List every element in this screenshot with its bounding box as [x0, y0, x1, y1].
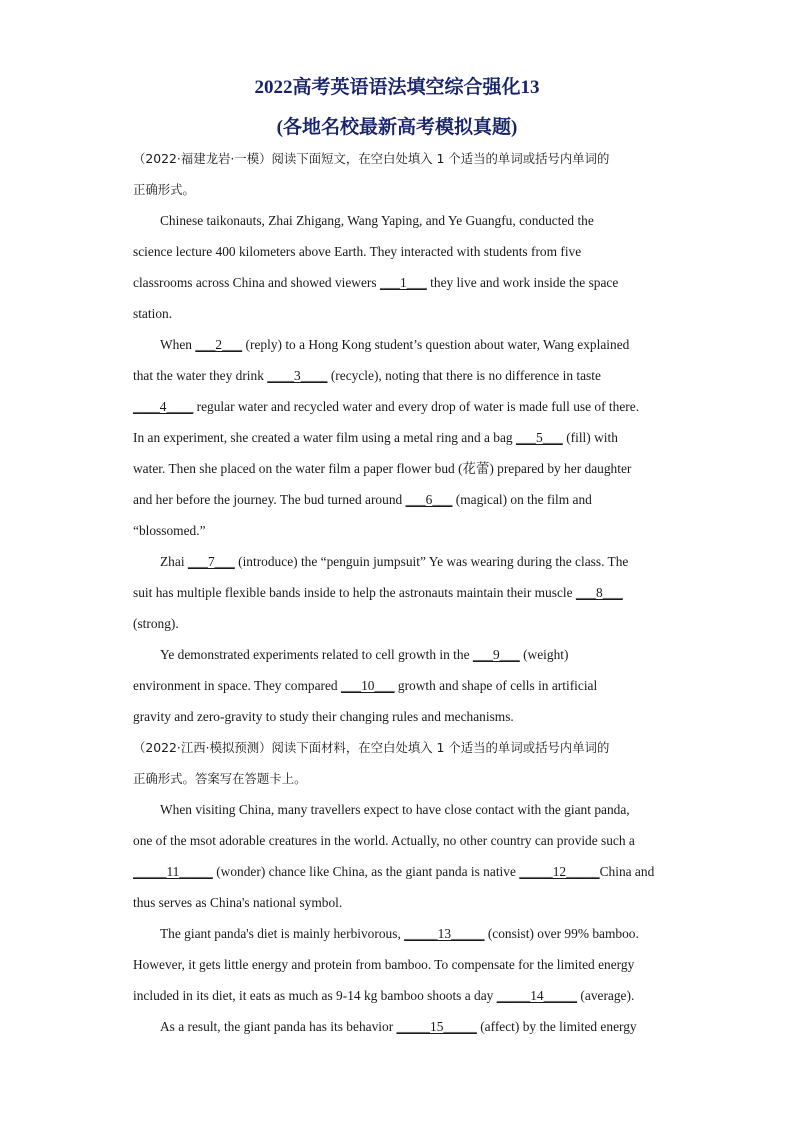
passage-line: thus serves as China's national symbol. [133, 895, 343, 910]
text-segment: In an experiment, she created a water film using a metal ring and a bag [133, 430, 516, 445]
passage-line [160, 552, 628, 572]
answer-blank: _____12_____ [519, 864, 600, 879]
text-segment: (wonder) chance like China, as the giant panda is native [212, 864, 520, 879]
text-segment: and her before the journey. The bud turned around [133, 492, 406, 507]
text-segment: included in its diet, it eats as much as 9-14 kg bamboo shoots a day [133, 988, 497, 1003]
text-segment: (average). [577, 988, 635, 1003]
passage-line: water. Then she placed on the water film a paper flower bud (花蕾) prepared by her daughter [133, 461, 632, 476]
answer-blank: ___9___ [472, 647, 520, 662]
text-segment: Ye demonstrated experiments related to cell growth in the [160, 647, 473, 662]
text-segment: (weight) [519, 647, 569, 662]
answer-blank: _____13_____ [404, 926, 485, 941]
text-segment: (affect) by the limited energy [476, 1019, 637, 1034]
text-segment: As a result, the giant panda has its behavior [160, 1019, 397, 1034]
answer-blank: _____14_____ [496, 988, 578, 1003]
answer-blank: ____3____ [267, 368, 328, 383]
passage-line [160, 335, 629, 355]
passage-line: “blossomed.” [133, 523, 206, 538]
instruction-line: （2022·江西·模拟预测）阅读下面材料，在空白处填入 1 个适当的单词或括号内单词的 [133, 740, 610, 755]
passage-line [133, 366, 601, 386]
passage-line [133, 273, 618, 293]
answer-blank: ___6___ [405, 492, 453, 507]
answer-blank: ___8___ [575, 585, 623, 600]
text-segment: (reply) to a Hong Kong student’s question about water, Wang explained [242, 337, 630, 352]
answer-blank: ___1___ [379, 275, 427, 290]
text-segment: suit has multiple flexible bands inside to help the astronauts maintain their muscle [133, 585, 576, 600]
passage-line: gravity and zero-gravity to study their changing rules and mechanisms. [133, 709, 514, 724]
passage-line [133, 490, 592, 510]
text-segment: (recycle), noting that there is no difference in taste [327, 368, 601, 383]
text-segment: (consist) over 99% bamboo. [484, 926, 639, 941]
passage-line [160, 1017, 637, 1037]
answer-blank: ____4____ [133, 399, 194, 414]
answer-blank: ___5___ [515, 430, 563, 445]
passage-line [133, 676, 597, 696]
text-segment: (introduce) the “penguin jumpsuit” Ye was wearing during the class. The [234, 554, 629, 569]
text-segment: When [160, 337, 196, 352]
text-segment: The giant panda's diet is mainly herbivorous, [160, 926, 405, 941]
text-segment: environment in space. They compared [133, 678, 341, 693]
document-subtitle: (各地名校最新高考模拟真题) [276, 117, 518, 138]
text-segment: (magical) on the film and [452, 492, 592, 507]
passage-line: However, it gets little energy and protein from bamboo. To compensate for the limited energy [133, 957, 635, 972]
passage-line [133, 397, 639, 417]
answer-blank: _____11_____ [133, 864, 213, 879]
text-segment: that the water they drink [133, 368, 268, 383]
passage-line [133, 862, 654, 882]
passage-line [133, 986, 634, 1006]
passage-line: station. [133, 306, 173, 321]
text-segment: (fill) with [562, 430, 618, 445]
text-segment: regular water and recycled water and every drop of water is made full use of there. [193, 399, 640, 414]
answer-blank: ___7___ [187, 554, 235, 569]
passage-line: Chinese taikonauts, Zhai Zhigang, Wang Yaping, and Ye Guangfu, conducted the [160, 213, 594, 228]
passage-line [133, 428, 618, 448]
document-title: 2022高考英语语法填空综合强化13 [254, 77, 540, 98]
text-segment: classrooms across China and showed viewers [133, 275, 380, 290]
instruction-line: 正确形式。答案写在答题卡上。 [133, 771, 307, 786]
passage-line [133, 583, 623, 603]
answer-blank: ___10___ [340, 678, 395, 693]
text-segment: Zhai [160, 554, 188, 569]
instruction-line: （2022·福建龙岩·一模）阅读下面短文，在空白处填入 1 个适当的单词或括号内单词的 [133, 151, 610, 166]
answer-blank: _____15_____ [396, 1019, 477, 1034]
passage-line: (strong). [133, 616, 179, 631]
instruction-line: 正确形式。 [133, 182, 195, 197]
passage-line [160, 924, 639, 944]
passage-line: one of the msot adorable creatures in the world. Actually, no other country can provide such a [133, 833, 635, 848]
passage-line: science lecture 400 kilometers above Earth. They interacted with students from five [133, 244, 582, 259]
answer-blank: ___2___ [195, 337, 243, 352]
passage-line: When visiting China, many travellers expect to have close contact with the giant panda, [160, 802, 630, 817]
text-segment: they live and work inside the space [426, 275, 619, 290]
text-segment: China and [599, 864, 655, 879]
text-segment: growth and shape of cells in artificial [394, 678, 598, 693]
passage-line [160, 645, 568, 665]
